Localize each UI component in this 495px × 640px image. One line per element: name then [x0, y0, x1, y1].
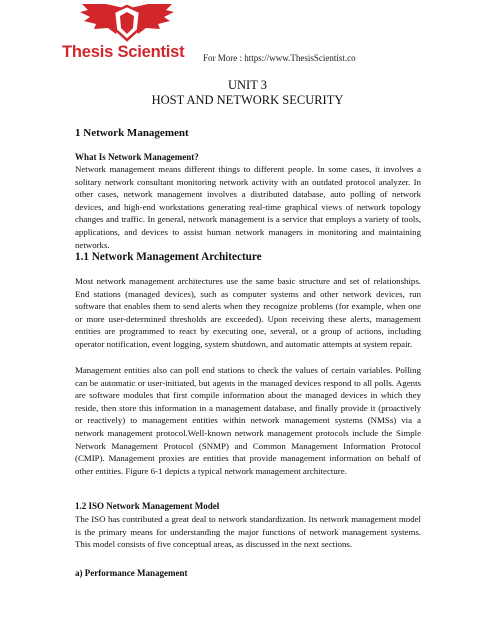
subheading-what-is-network-management: What Is Network Management? — [75, 152, 199, 162]
logo-word-scientist: Scientist — [117, 43, 185, 61]
logo-word-thesis: Thesis — [62, 43, 114, 61]
unit-subtitle: HOST AND NETWORK SECURITY — [151, 93, 344, 107]
paragraph-architecture-1: Most network management architectures use the same basic structure and set of relationships. End stations (managed devices), such as computer systems and other network devices, run software that enables them to send alerts when they recognize problems (for example, when one or more user-determined thresholds are exceeded). Upon receiving these alerts, management entities are programmed to react by executing one, several, or a group of actions, including operator notification, event logging, system shutdown, and automatic attempts at system repair. — [75, 276, 421, 349]
wings-emblem-icon — [72, 2, 182, 44]
unit-title: UNIT 3 — [227, 78, 267, 92]
paragraph-what-is-network-management: Network management means different things to different people. In some cases, it involves a solitary network consultant monitoring network activity with an outdated protocol analyzer. In other cases, network management involves a distributed database, auto polling of network devices, and high-end workstations generating real-time graphical views of network topology changes and traffic. In general, network management is a service that employs a variety of tools, applications, and devices to assist human network managers in monitoring and maintaining networks. — [75, 164, 421, 250]
paragraph-architecture-2: Management entities also can poll end stations to check the values of certain variables. Polling can be automatic or user-initiated, but agents in the managed devices respond to all polls. Agents are software modules that first compile information about the managed devices in which they reside, then store this information in a management database, and finally provide it (proactively or reactively) to management entities within network management systems (NMSs) via a network management protocol.Well-known network management protocols include the Simple Network Management Protocol (SNMP) and Common Management Information Protocol (CMIP). Management proxies are entities that provide management information on behalf of other entities. Figure 6-1 depicts a typical network management architecture. — [75, 365, 421, 476]
section-heading-architecture: 1.1 Network Management Architecture — [75, 251, 262, 263]
logo — [62, 2, 192, 68]
section-heading-iso-model: 1.2 ISO Network Management Model — [75, 501, 220, 511]
for-more-link[interactable]: For More : https://www.ThesisScientist.co — [203, 53, 356, 63]
subsection-heading-performance-management: a) Performance Management — [75, 568, 188, 578]
paragraph-iso-model: The ISO has contributed a great deal to network standardization. Its network management model is the primary means for understanding the major functions of network management systems. This model consists of five conceptual areas, as discussed in the next sections. — [75, 514, 421, 550]
section-heading-network-management: 1 Network Management — [75, 127, 189, 139]
logo-text — [62, 43, 202, 62]
